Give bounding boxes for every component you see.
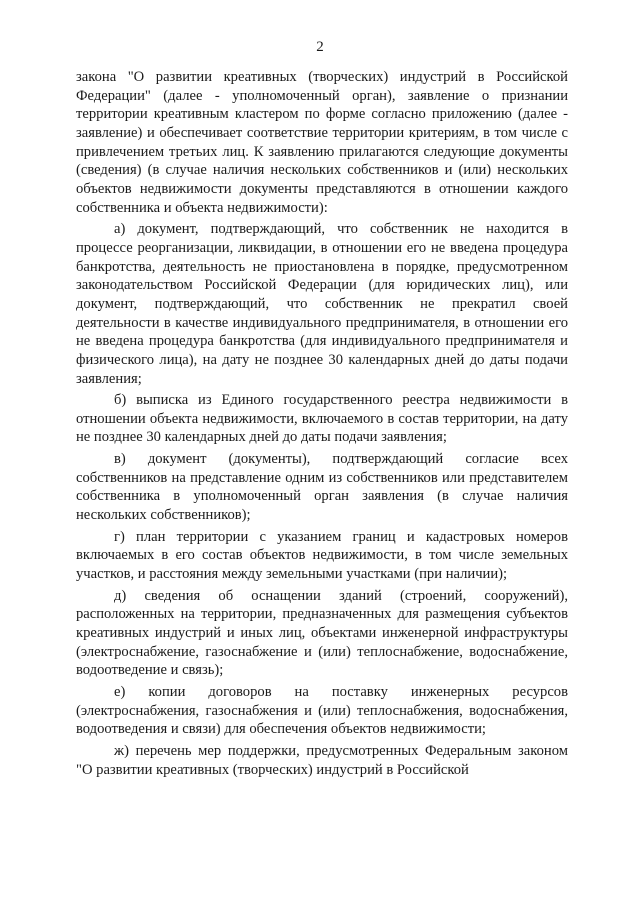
paragraph-item-g: г) план территории с указанием границ и кадастровых номеров включаемых в его состав объектов недвижимости, в том числе земельных участков, и расстояния между земельными участками (при наличии); xyxy=(76,528,568,583)
paragraph-item-v: в) документ (документы), подтверждающий согласие всех собственников на представление одним из собственников или представителем собственника в уполномоченный орган заявления (в случае наличия нескольких собственников); xyxy=(76,451,568,524)
paragraph-item-b: б) выписка из Единого государственного реестра недвижимости в отношении объекта недвижимости, включаемого в состав территории, на дату не позднее 30 календарных дней до даты подачи заявления; xyxy=(76,392,568,446)
page-number: 2 xyxy=(316,39,324,55)
document-body xyxy=(76,68,568,782)
paragraph-item-a: а) документ, подтверждающий, что собственник не находится в процессе реорганизации, ликвидации, в отношении его не введена процедура банкротства, деятельность не приостановлена в порядке, предусмотренном законодательством Российской Федерации (для юридических лиц), или документ, подтверждающий, что собственник не прекратил своей деятельности в качестве индивидуального предпринимателя, в отношении его не введена процедура банкротства (для индивидуального предпринимателя и физического лица), на дату не позднее 30 календарных дней до даты подачи заявления; xyxy=(76,221,568,387)
paragraph-intro: закона "О развитии креативных (творческих) индустрий в Российской Федерации" (далее - уполномоченный орган), заявление о признании территории креативным кластером по форме согласно приложению (далее - заявление) и обеспечивает соответствие территории критериям, в том числе с привлечением третьих лиц. К заявлению прилагаются следующие документы (сведения) (в случае наличия нескольких собственников и (или) нескольких объектов недвижимости документы представляются в отношении каждого собственника и объекта недвижимости): xyxy=(76,69,568,216)
paragraph-item-e: е) копии договоров на поставку инженерных ресурсов (электроснабжения, газоснабжения и (или) теплоснабжения, водоснабжения, водоотведения и связи) для обеспечения объектов недвижимости; xyxy=(76,684,568,738)
paragraph-item-d: д) сведения об оснащении зданий (строений, сооружений), расположенных на территории, предназначенных для размещения субъектов креативных индустрий и иных лиц, объектами инженерной инфраструктуры (электроснабжение, газоснабжение и (или) теплоснабжение, водоснабжение, водоотведение и связь); xyxy=(76,587,568,679)
paragraph-item-zh: ж) перечень мер поддержки, предусмотренных Федеральным законом "О развитии креативных (творческих) индустрий в Российской xyxy=(76,742,568,778)
